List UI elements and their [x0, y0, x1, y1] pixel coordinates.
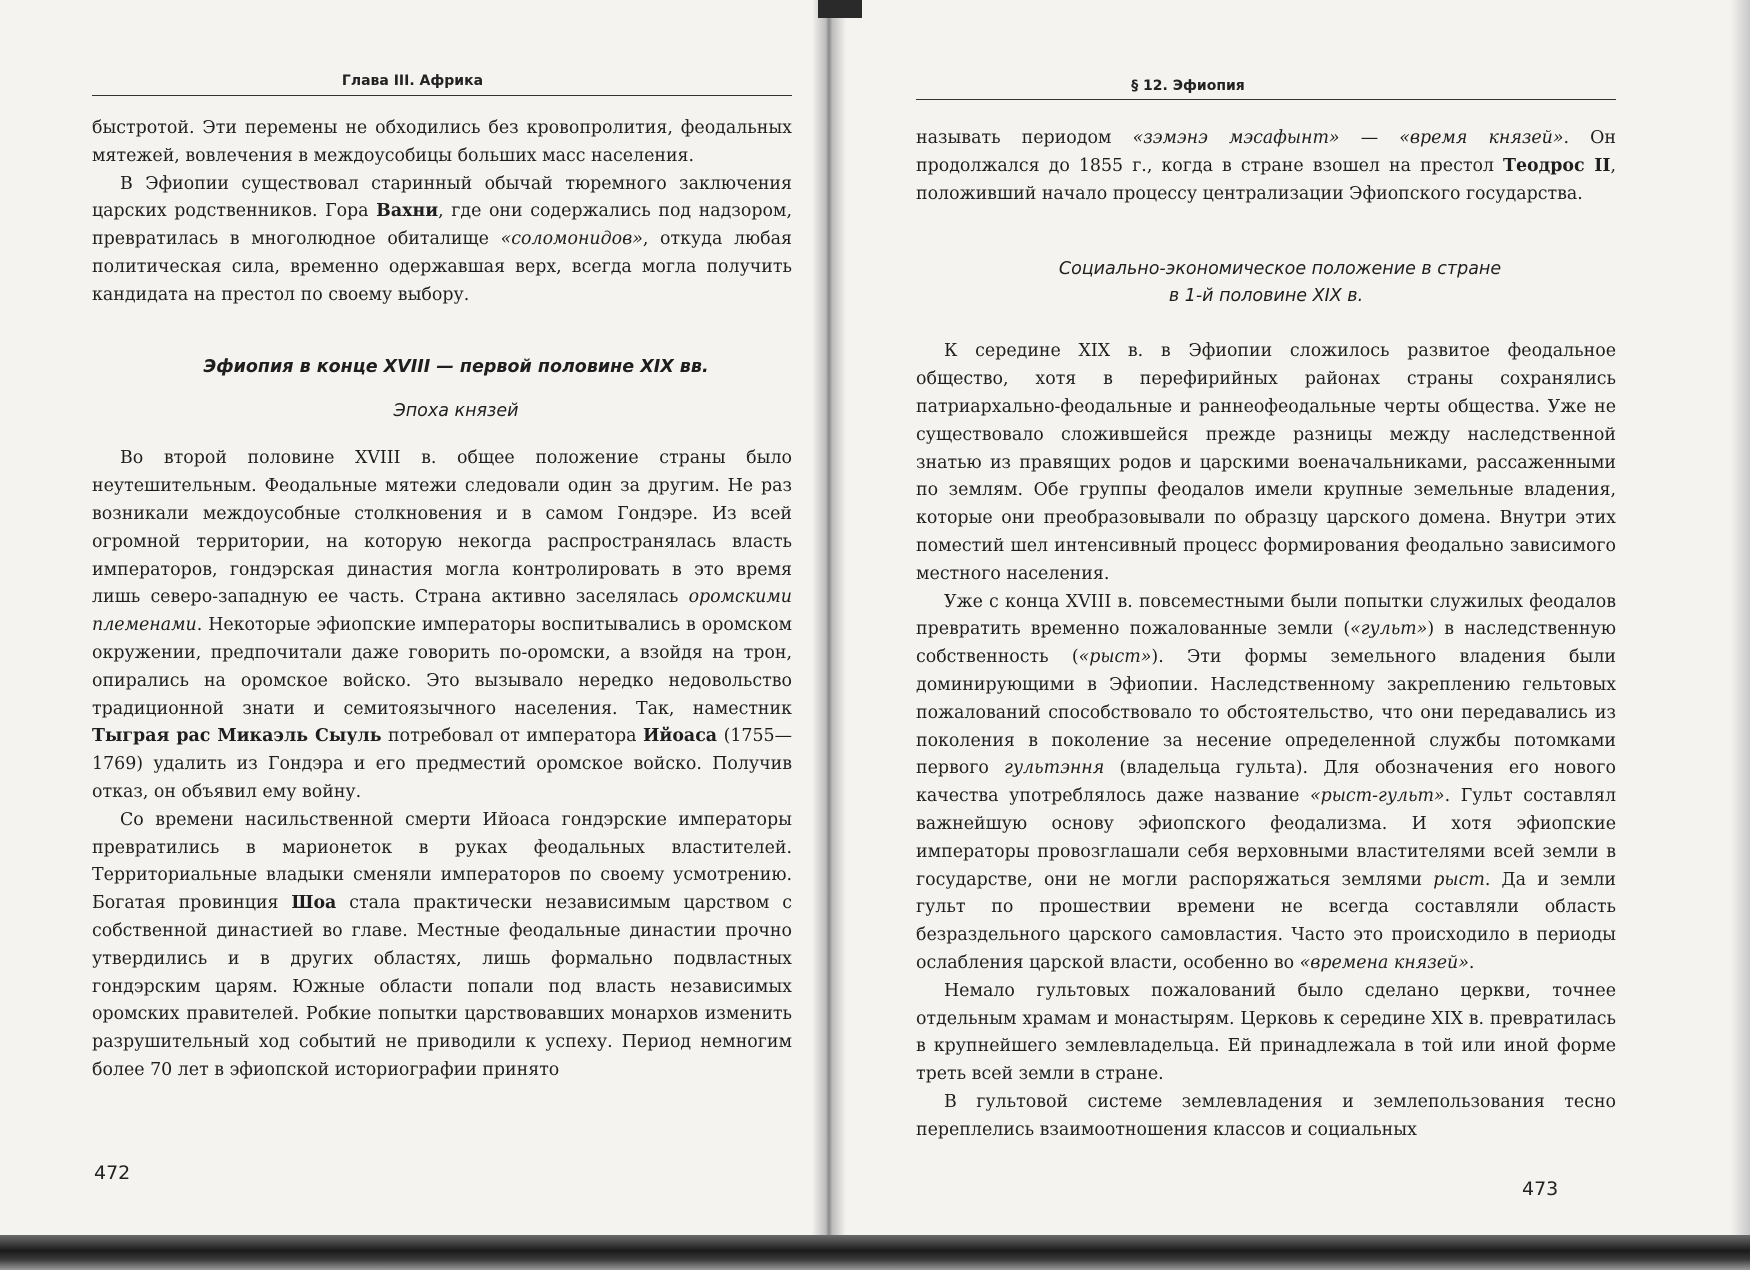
page-edge [1730, 0, 1750, 1235]
header-rule-right [916, 99, 1616, 100]
page-number-right: 473 [1522, 1178, 1559, 1200]
running-header-left: Глава III. Африка [341, 73, 484, 89]
scanner-edge [0, 1235, 1750, 1270]
right-column [916, 125, 1616, 1145]
paragraph-feudal-society: К середине XIX в. в Эфиопии сложилось развитое феодальное общество, хотя в перефирийных районах страны сохранялись патриархально-феодальные и раннеофеодальные черты общества. Уже не существовало сложившейся прежде разницы между наследственной знатью из правящих родов и царскими военачальниками, рассаженными по землям. Обе группы феодалов имели крупные земельные владения, которые они преобразовывали по образцу царского домена. Внутри этих поместий шел интенсивный процесс формирования феодально зависимого местного населения. [916, 341, 1616, 584]
paragraph-puppet-emperors: Со времени насильственной смерти Ийоаса гондэрские императоры превратились в марионеток в руках феодальных властителей. Территориальные владыки сменяли императоров по своему усмотрению. Богатая провинция Шоа стала практически независимым царством с собственной династией во главе. Местные феодальные династии прочно утвердились и в других областях, лишь формально подвластных гондэрским царям. Южные области попали под власть независимых оромских правителей. Робкие попытки царствовавших монархов изменить разрушительный ход событий не приводили к успеху. Период немногим более 70 лет в эфиопской историографии принято [92, 809, 792, 1080]
paragraph-vahni: В Эфиопии существовал старинный обычай тюремного заключения царских родственников. Гора Вахни, где они содержались под надзором, превратилась в многолюдное обиталище «соломонидов», откуда любая политическая сила, временно одержавшая верх, всегда могла получить кандидата на престол по своему выбору. [92, 173, 792, 305]
paragraph-gult-rist: Уже с конца XVIII в. повсеместными были попытки служилых феодалов превратить временно пожалованные земли («гульт») в наследственную собственность («рыст»). Эти формы земельного владения были доминирующими в Эфиопии. Наследственному закреплению гельтовых пожалований способствовало то обстоятельство, что они передавались из поколения в поколение за несение определенной службы потомками первого гультэння (владельца гульта). Для обозначения его нового качества употреблялось даже название «рыст-гульт». Гульт составлял важнейшую основу эфиопского феодализма. И хотя эфиопские императоры провозглашали себя верховными властителями всей земли в государстве, они не могли распоряжаться землями рыст. Да и земли гульт по прошествии времени не всегда составляли область безраздельного царского самовластия. Часто это происходило в периоды ослабления царской власти, особенно во «времена князей». [916, 591, 1617, 973]
header-rule-left [92, 95, 792, 96]
spine-shadow [818, 0, 862, 18]
page-number-left: 472 [94, 1162, 131, 1184]
paragraph-continuation: быстротой. Эти перемены не обходились без кровопролития, феодальных мятежей, вовлечения в междоусобицы больших масс населения. [92, 118, 792, 166]
left-column [92, 115, 792, 1085]
running-header-right: § 12. Эфиопия [1131, 78, 1245, 94]
subheading: Эпоха князей [393, 401, 519, 422]
paragraph-gult-system: В гультовой системе землевладения и землепользования тесно переплелись взаимоотношения классов и социальных [916, 1091, 1616, 1140]
paragraph-church-lands: Немало гультовых пожалований было сделано церкви, точнее отдельным храмам и монастырям. Церковь к середине XIX в. превратилась в крупнейшего землевладельца. Ей принадлежала в той или иной форме треть всей земли в стране. [916, 980, 1616, 1085]
left-page [0, 0, 828, 1235]
right-page [828, 0, 1750, 1235]
subheading-socio-economic: Социально-экономическое положение в стране в 1-й половине XIX в. [1058, 259, 1502, 307]
section-heading: Эфиопия в конце XVIII — первой половине XIX вв. [203, 356, 709, 377]
book-gutter [812, 0, 846, 1235]
paragraph-continuation-right: называть периодом «зэмэнэ мэсафынт» — «время князей». Он продолжался до 1855 г., когда в стране взошел на престол Теодрос II, положивший начало процессу централизации Эфиопского государства. [916, 128, 1616, 204]
paragraph-era-of-princes: Во второй половине XVIII в. общее положение страны было неутешительным. Феодальные мятежи следовали один за другим. Не раз возникали междоусобные столкновения и в самом Гондэре. Из всей огромной территории, на которую некогда распространялась власть императоров, гондэрская династия могла контролировать в это время лишь северо-западную ее часть. Страна активно заселялась оромскими племенами. Некоторые эфиопские императоры воспитывались в оромском окружении, предпочитали даже говорить по-оромски, а взойдя на трон, опирались на оромское войско. Это вызывало нередко недовольство традиционной знати и семитоязычного населения. Так, наместник Тыграя рас Микаэль Сыуль потребовал от императора Ийоаса (1755—1769) удалить из Гондэра и его предместий оромское войско. Получив отказ, он объявил ему войну. [92, 448, 793, 802]
